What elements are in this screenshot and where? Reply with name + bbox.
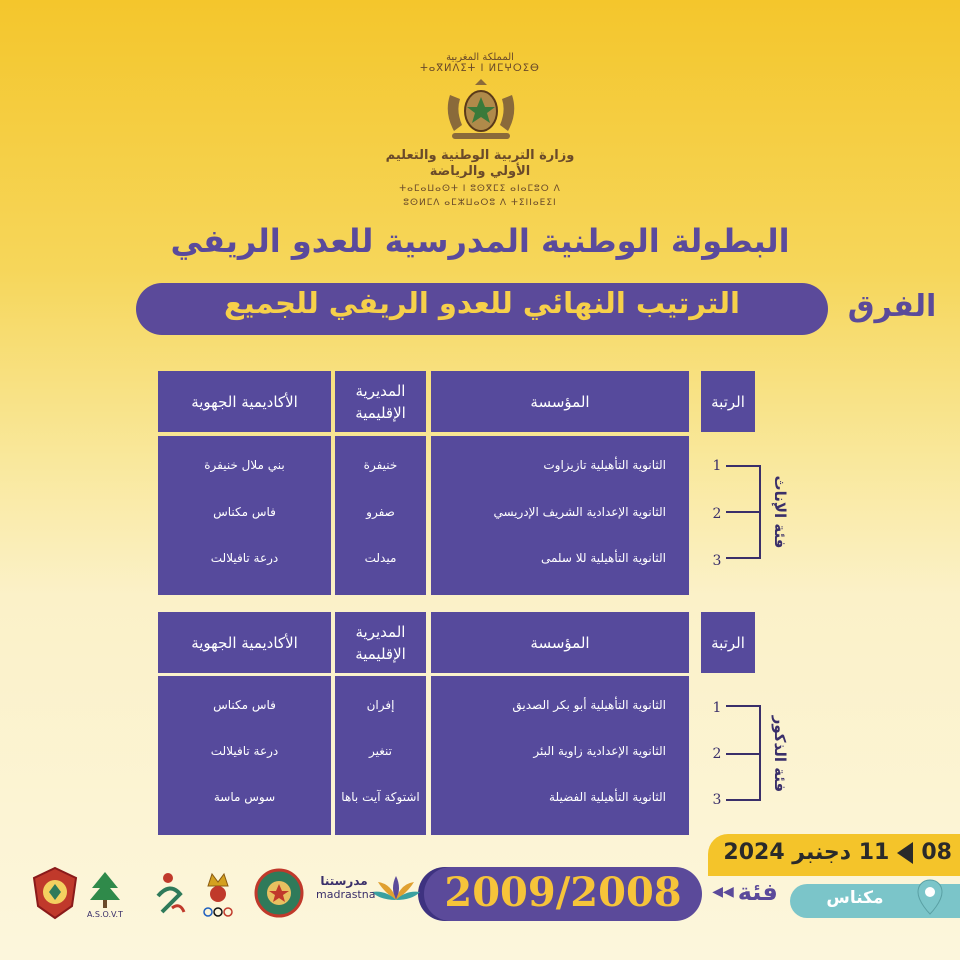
sports-federation-icon [150, 868, 190, 920]
kingdom-ar: المملكة المغربية [446, 52, 514, 63]
madrasatna-ar: مدرستنا [320, 874, 368, 888]
institution-cell: الثانوية التأهيلية الفضيلة [549, 790, 666, 804]
directorate-cell: إفران [366, 698, 395, 712]
double-chevron-icon: ◀◀ [712, 884, 734, 900]
girls-category-label: فئة الإناث [771, 475, 789, 549]
header-directorate: المديرية الإقليمية [335, 371, 426, 432]
madrasatna-latin: madrastna [316, 888, 376, 901]
directorate-cell: خنيفرة [363, 458, 398, 472]
ministry-block [380, 52, 580, 208]
institution-cell: الثانوية الإعدادية زاوية البئر [533, 744, 666, 758]
rank-cell: 2 [712, 746, 722, 762]
directorate-cell: ميدلت [364, 551, 397, 565]
ministry-name-ar: وزارة التربية الوطنية والتعليم الأولي والرياضة [385, 148, 575, 179]
academy-cell: سوس ماسة [213, 790, 276, 804]
institution-cell: الثانوية التأهيلية تازيزاوت [543, 458, 666, 472]
directorate-cell: تنغير [369, 744, 392, 758]
city-name: مكناس [826, 888, 884, 908]
cedar-tree-icon [88, 870, 122, 910]
directorate-cell: صفرو [366, 505, 395, 519]
institution-cell: الثانوية التأهيلية للا سلمى [540, 551, 666, 565]
madrasatna-logo [316, 874, 376, 901]
header-institution: المؤسسة [431, 612, 689, 673]
rank-cell: 3 [712, 553, 722, 569]
header-rank: الرتبة [701, 371, 755, 432]
years-range: 2009/2008 [444, 869, 682, 916]
header-academy: الأكاديمية الجهوية [158, 371, 331, 432]
event-title: البطولة الوطنية المدرسية للعدو الريفي [170, 222, 790, 260]
police-sports-badge-icon [32, 866, 78, 920]
header-directorate: المديرية الإقليمية [335, 612, 426, 673]
federation-badge-icon [254, 866, 304, 920]
boys-category-label: فئة الذكور [771, 715, 789, 793]
girls-bracket [726, 458, 768, 568]
academy-cell: فاس مكناس [213, 698, 276, 712]
academy-cell: فاس مكناس [213, 505, 276, 519]
rank-cell: 3 [712, 792, 722, 808]
rank-cell: 2 [712, 506, 722, 522]
arrow-left-icon [897, 842, 913, 864]
lotus-logo-icon [366, 870, 426, 916]
directorate-cell: اشتوكة آيت باها [341, 790, 420, 804]
asovt-label: A.S.O.V.T [87, 910, 123, 919]
category-text: فئة [737, 878, 778, 906]
institution-cell: الثانوية التأهيلية أبو بكر الصديق [512, 698, 666, 712]
date-range [716, 840, 952, 865]
date-start: 08 [921, 840, 952, 865]
header-rank: الرتبة [701, 612, 755, 673]
ministry-name-tz: ⵜⴰⵎⴰⵡⴰⵙⵜ ⵏ ⵓⵙⴳⵎⵉ ⴰⵏⴰⵎⵓⵔ ⴷ ⵓⵙⵍⵎⴷ ⴰⵎⵣⵡⴰⵔⵓ ⴷ ⵜⵉⵏⵏⴰⴹⵉⵏ [399, 184, 561, 208]
location-pin-icon [916, 878, 944, 916]
academy-cell: درعة تافيلالت [210, 744, 279, 758]
olympic-crown-icon [200, 868, 236, 920]
boys-bracket [726, 698, 768, 808]
academy-cell: درعة تافيلالت [210, 551, 279, 565]
banner-title: الترتيب النهائي للعدو الريفي للجميع [223, 286, 740, 320]
emblem-icon [440, 75, 522, 143]
teams-label: الفرق [847, 289, 937, 324]
institution-cell: الثانوية الإعدادية الشريف الإدريسي [493, 505, 666, 519]
header-academy: الأكاديمية الجهوية [158, 612, 331, 673]
academy-cell: بني ملال خنيفرة [204, 458, 285, 472]
kingdom-tz: ⵜⴰⴳⵍⴷⵉⵜ ⵏ ⵍⵎⵖⵔⵉⴱ [420, 63, 540, 74]
rank-cell: 1 [712, 458, 722, 474]
header-institution: المؤسسة [431, 371, 689, 432]
category-label [700, 878, 790, 906]
rank-cell: 1 [712, 700, 722, 716]
date-end: 11 دجنبر 2024 [723, 840, 890, 865]
